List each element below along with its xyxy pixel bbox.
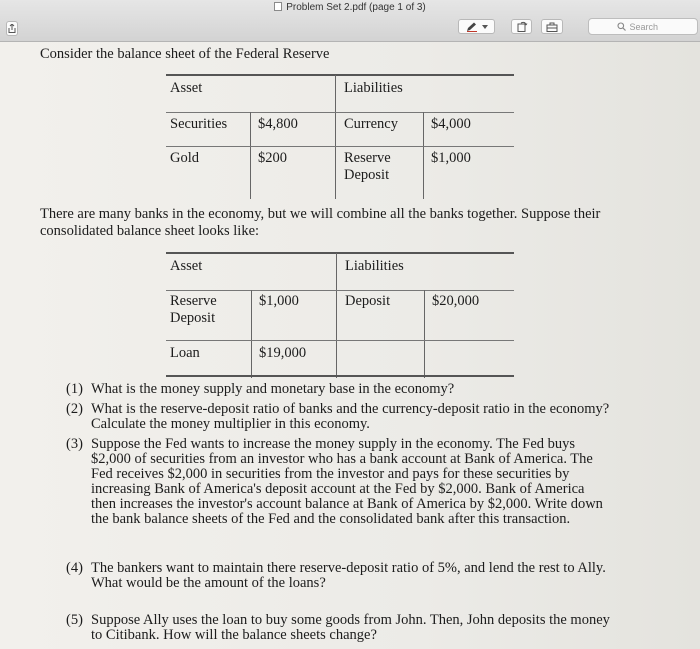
liabilities-header: Liabilities <box>345 258 404 274</box>
toolbox-icon <box>546 22 558 32</box>
bank-balance-sheet <box>0 42 700 382</box>
rotate-icon <box>516 21 528 32</box>
table-divider <box>251 290 252 378</box>
question-number: (4) <box>66 560 83 576</box>
pen-icon <box>466 22 478 32</box>
question-line: to Citibank. How will the balance sheets change? <box>91 627 377 643</box>
question-line: the bank balance sheets of the Fed and the consolidated bank after this transaction. <box>91 511 571 527</box>
question-line: Fed receives $2,000 in securities from the investor and pays for these securities by <box>91 466 570 482</box>
question-line: Calculate the money multiplier in this economy. <box>91 416 370 432</box>
toolbox-button[interactable] <box>541 19 563 34</box>
preview-toolbar <box>0 0 700 42</box>
table-rule <box>166 340 514 341</box>
question-line: $2,000 of securities from an investor who has a bank account at Bank of America. The <box>91 451 593 467</box>
search-input[interactable] <box>630 22 670 32</box>
question-number: (1) <box>66 381 83 397</box>
liability-name: Currency <box>344 116 398 132</box>
question-line: What is the reserve-deposit ratio of banks and the currency-deposit ratio in the economy? <box>91 401 610 417</box>
liability-name: Reserve <box>344 150 391 166</box>
markup-pen-button[interactable] <box>458 19 495 34</box>
question-line: The bankers want to maintain there reserve-deposit ratio of 5%, and lend the rest to Ally. <box>91 560 606 576</box>
asset-value: $19,000 <box>259 345 307 361</box>
paragraph-line: There are many banks in the economy, but we will combine all the banks together. Suppose their <box>40 206 601 222</box>
asset-value: $200 <box>258 150 287 166</box>
liability-value: $1,000 <box>431 150 471 166</box>
question-number: (2) <box>66 401 83 417</box>
asset-name: Reserve <box>170 293 217 309</box>
liability-value: $20,000 <box>432 293 480 309</box>
search-icon <box>617 22 626 31</box>
liability-name: Deposit <box>345 293 391 309</box>
liability-name-line2: Deposit <box>344 167 390 183</box>
question-line: What is the money supply and monetary base in the economy? <box>91 381 455 397</box>
asset-name: Loan <box>170 345 200 361</box>
table-rule <box>166 375 514 377</box>
liabilities-header: Liabilities <box>344 80 403 96</box>
question-number: (5) <box>66 612 83 628</box>
table-rule <box>166 252 514 254</box>
question-number: (3) <box>66 436 83 452</box>
asset-name: Securities <box>170 116 228 132</box>
window-title: Problem Set 2.pdf (page 1 of 3) <box>286 2 426 13</box>
question-line: then increases the investor's account balance at Bank of America by $2,000. Write down <box>91 496 603 512</box>
question-item <box>66 382 454 397</box>
liability-value: $4,000 <box>431 116 471 132</box>
asset-header: Asset <box>170 258 203 274</box>
asset-name-line2: Deposit <box>170 310 216 326</box>
table-divider <box>424 290 425 378</box>
asset-value: $1,000 <box>259 293 299 309</box>
chevron-down-icon <box>482 25 488 29</box>
search-field[interactable] <box>588 18 698 35</box>
pdf-page <box>0 42 700 649</box>
question-item <box>66 402 609 432</box>
table-rule <box>166 290 514 291</box>
rotate-button[interactable] <box>511 19 532 34</box>
asset-name: Gold <box>170 150 199 166</box>
question-line: What would be the amount of the loans? <box>91 575 326 591</box>
table-divider <box>336 253 337 378</box>
window-title-bar <box>0 2 700 13</box>
question-line: Suppose Ally uses the loan to buy some goods from John. Then, John deposits the money <box>91 612 610 628</box>
question-item <box>66 613 610 643</box>
question-item <box>66 561 606 591</box>
question-line: increasing Bank of America's deposit account at the Fed by $2,000. Bank of America <box>91 481 585 497</box>
question-item <box>66 437 603 527</box>
share-icon <box>8 24 16 33</box>
share-button[interactable] <box>6 21 18 36</box>
paragraph-line: consolidated balance sheet looks like: <box>40 223 260 239</box>
question-line: Suppose the Fed wants to increase the money supply in the economy. The Fed buys <box>91 436 576 452</box>
pdf-document-icon <box>274 2 282 11</box>
asset-value: $4,800 <box>258 116 298 132</box>
asset-header: Asset <box>170 80 203 96</box>
intro-text: Consider the balance sheet of the Federal Reserve <box>40 46 330 62</box>
